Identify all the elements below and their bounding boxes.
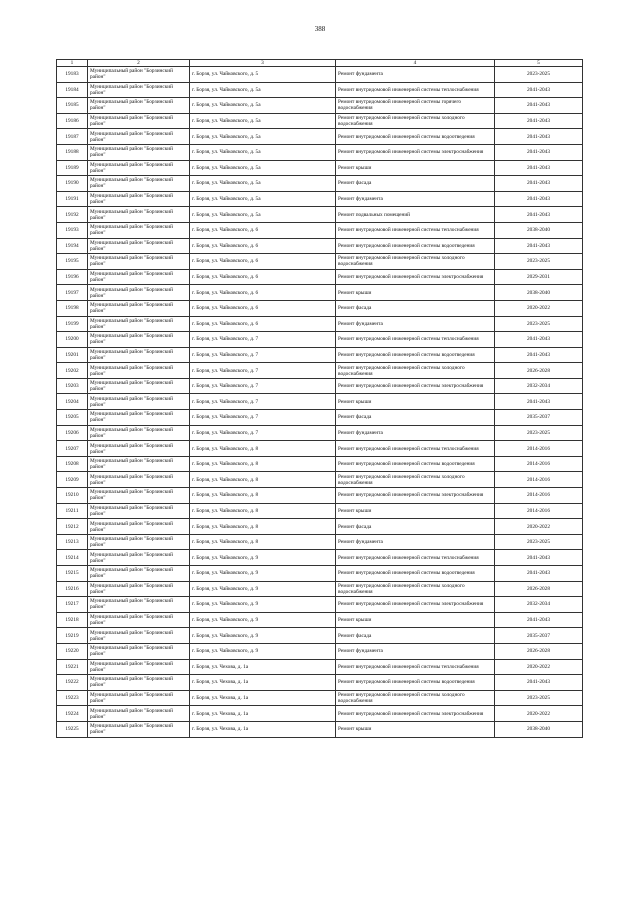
municipality-cell: Муниципальный район "Борзинский район"	[88, 690, 190, 706]
municipality-cell: Муниципальный район "Борзинский район"	[88, 488, 190, 504]
address-cell: г. Борзя, ул. Чайковского, д. 8	[190, 472, 336, 488]
period-cell: 2041-2043	[495, 675, 583, 691]
work-type-cell: Ремонт внутридомовой инженерной системы водоотведения	[336, 238, 495, 254]
period-cell: 2041-2043	[495, 113, 583, 129]
row-number: 19203	[57, 378, 88, 394]
row-number: 19215	[57, 566, 88, 582]
period-cell: 2023-2025	[495, 67, 583, 83]
address-cell: г. Борзя, ул. Чайковского, д. 6	[190, 222, 336, 238]
municipality-cell: Муниципальный район "Борзинский район"	[88, 456, 190, 472]
work-type-cell: Ремонт внутридомовой инженерной системы холодного водоснабжения	[336, 113, 495, 129]
row-number: 19221	[57, 659, 88, 675]
municipality-cell: Муниципальный район "Борзинский район"	[88, 597, 190, 613]
period-cell: 2020-2022	[495, 519, 583, 535]
period-cell: 2023-2025	[495, 425, 583, 441]
row-number: 19223	[57, 690, 88, 706]
address-cell: г. Борзя, ул. Чайковского, д. 8	[190, 488, 336, 504]
municipality-cell: Муниципальный район "Борзинский район"	[88, 659, 190, 675]
address-cell: г. Борзя, ул. Чайковского, д. 8	[190, 534, 336, 550]
row-number: 19205	[57, 410, 88, 426]
row-number: 19202	[57, 363, 88, 379]
period-cell: 2041-2043	[495, 98, 583, 114]
municipality-cell: Муниципальный район "Борзинский район"	[88, 191, 190, 207]
table-row	[57, 129, 583, 145]
work-type-cell: Ремонт фундамента	[336, 643, 495, 659]
municipality-cell: Муниципальный район "Борзинский район"	[88, 176, 190, 192]
row-number: 19225	[57, 721, 88, 737]
period-cell: 2041-2043	[495, 347, 583, 363]
period-cell: 2041-2043	[495, 238, 583, 254]
column-header: 4	[336, 60, 495, 67]
municipality-cell: Муниципальный район "Борзинский район"	[88, 144, 190, 160]
address-cell: г. Борзя, ул. Чайковского, д. 7	[190, 332, 336, 348]
period-cell: 2026-2028	[495, 581, 583, 597]
work-type-cell: Ремонт фундамента	[336, 425, 495, 441]
work-type-cell: Ремонт фасада	[336, 519, 495, 535]
period-cell: 2035-2037	[495, 628, 583, 644]
period-cell: 2041-2043	[495, 82, 583, 98]
row-number: 19193	[57, 222, 88, 238]
municipality-cell: Муниципальный район "Борзинский район"	[88, 363, 190, 379]
table-row	[57, 628, 583, 644]
row-number: 19212	[57, 519, 88, 535]
address-cell: г. Борзя, ул. Чайковского, д. 9	[190, 581, 336, 597]
municipality-cell: Муниципальный район "Борзинский район"	[88, 472, 190, 488]
work-type-cell: Ремонт внутридомовой инженерной системы теплоснабжения	[336, 441, 495, 457]
row-number: 19190	[57, 176, 88, 192]
address-cell: г. Борзя, ул. Чайковского, д. 6	[190, 285, 336, 301]
row-number: 19209	[57, 472, 88, 488]
table-row	[57, 347, 583, 363]
row-number: 19188	[57, 144, 88, 160]
period-cell: 2041-2043	[495, 566, 583, 582]
page-number: 388	[314, 25, 326, 33]
address-cell: г. Борзя, ул. Чайковского, д. 9	[190, 566, 336, 582]
table-row	[57, 566, 583, 582]
period-cell: 2041-2043	[495, 332, 583, 348]
municipality-cell: Муниципальный район "Борзинский район"	[88, 332, 190, 348]
municipality-cell: Муниципальный район "Борзинский район"	[88, 129, 190, 145]
municipality-cell: Муниципальный район "Борзинский район"	[88, 238, 190, 254]
work-type-cell: Ремонт подвальных помещений	[336, 207, 495, 223]
work-type-cell: Ремонт крыши	[336, 394, 495, 410]
row-number: 19184	[57, 82, 88, 98]
municipality-cell: Муниципальный район "Борзинский район"	[88, 643, 190, 659]
row-number: 19218	[57, 612, 88, 628]
table-row	[57, 472, 583, 488]
period-cell: 2014-2016	[495, 503, 583, 519]
work-type-cell: Ремонт внутридомовой инженерной системы электроснабжения	[336, 378, 495, 394]
municipality-cell: Муниципальный район "Борзинский район"	[88, 316, 190, 332]
period-cell: 2026-2028	[495, 363, 583, 379]
column-header: 3	[190, 60, 336, 67]
address-cell: г. Борзя, ул. Чайковского, д. 6	[190, 300, 336, 316]
table-row	[57, 534, 583, 550]
address-cell: г. Борзя, ул. Чайковского, д. 6	[190, 238, 336, 254]
table-row	[57, 238, 583, 254]
address-cell: г. Борзя, ул. Чехова, д. 1а	[190, 690, 336, 706]
work-type-cell: Ремонт крыши	[336, 721, 495, 737]
row-number: 19222	[57, 675, 88, 691]
municipality-cell: Муниципальный район "Борзинский район"	[88, 67, 190, 83]
address-cell: г. Борзя, ул. Чайковского, д. 8	[190, 441, 336, 457]
row-number: 19208	[57, 456, 88, 472]
row-number: 19224	[57, 706, 88, 722]
table-row	[57, 98, 583, 114]
table-row	[57, 207, 583, 223]
row-number: 19187	[57, 129, 88, 145]
table-header-row	[57, 60, 583, 67]
row-number: 19210	[57, 488, 88, 504]
municipality-cell: Муниципальный район "Борзинский район"	[88, 98, 190, 114]
municipality-cell: Муниципальный район "Борзинский район"	[88, 675, 190, 691]
row-number: 19216	[57, 581, 88, 597]
work-type-cell: Ремонт внутридомовой инженерной системы электроснабжения	[336, 269, 495, 285]
row-number: 19214	[57, 550, 88, 566]
table-row	[57, 675, 583, 691]
municipality-cell: Муниципальный район "Борзинский район"	[88, 254, 190, 270]
period-cell: 2041-2043	[495, 191, 583, 207]
table-row	[57, 597, 583, 613]
work-type-cell: Ремонт внутридомовой инженерной системы водоотведения	[336, 347, 495, 363]
municipality-cell: Муниципальный район "Борзинский район"	[88, 550, 190, 566]
work-type-cell: Ремонт фасада	[336, 300, 495, 316]
address-cell: г. Борзя, ул. Чайковского, д. 7	[190, 363, 336, 379]
column-header: 1	[57, 60, 88, 67]
address-cell: г. Борзя, ул. Чайковского, д. 5а	[190, 129, 336, 145]
row-number: 19198	[57, 300, 88, 316]
municipality-cell: Муниципальный район "Борзинский район"	[88, 222, 190, 238]
work-type-cell: Ремонт внутридомовой инженерной системы электроснабжения	[336, 597, 495, 613]
table-row	[57, 721, 583, 737]
work-type-cell: Ремонт внутридомовой инженерной системы холодного водоснабжения	[336, 254, 495, 270]
address-cell: г. Борзя, ул. Чайковского, д. 5а	[190, 98, 336, 114]
work-type-cell: Ремонт внутридомовой инженерной системы водоотведения	[336, 566, 495, 582]
period-cell: 2041-2043	[495, 612, 583, 628]
table-row	[57, 82, 583, 98]
municipality-cell: Муниципальный район "Борзинский район"	[88, 425, 190, 441]
work-type-cell: Ремонт фундамента	[336, 534, 495, 550]
address-cell: г. Борзя, ул. Чайковского, д. 7	[190, 425, 336, 441]
address-cell: г. Борзя, ул. Чайковского, д. 8	[190, 503, 336, 519]
period-cell: 2020-2022	[495, 706, 583, 722]
period-cell: 2041-2043	[495, 394, 583, 410]
table-row	[57, 363, 583, 379]
work-type-cell: Ремонт внутридомовой инженерной системы теплоснабжения	[336, 222, 495, 238]
table-row	[57, 144, 583, 160]
address-cell: г. Борзя, ул. Чехова, д. 1а	[190, 721, 336, 737]
municipality-cell: Муниципальный район "Борзинский район"	[88, 394, 190, 410]
address-cell: г. Борзя, ул. Чайковского, д. 5а	[190, 113, 336, 129]
municipality-cell: Муниципальный район "Борзинский район"	[88, 378, 190, 394]
municipality-cell: Муниципальный район "Борзинский район"	[88, 441, 190, 457]
work-type-cell: Ремонт крыши	[336, 285, 495, 301]
period-cell: 2023-2025	[495, 254, 583, 270]
row-number: 19199	[57, 316, 88, 332]
address-cell: г. Борзя, ул. Чайковского, д. 6	[190, 254, 336, 270]
row-number: 19185	[57, 98, 88, 114]
municipality-cell: Муниципальный район "Борзинский район"	[88, 113, 190, 129]
period-cell: 2023-2025	[495, 534, 583, 550]
row-number: 19200	[57, 332, 88, 348]
address-cell: г. Борзя, ул. Чайковского, д. 5а	[190, 82, 336, 98]
period-cell: 2029-2031	[495, 269, 583, 285]
work-type-cell: Ремонт внутридомовой инженерной системы теплоснабжения	[336, 550, 495, 566]
table-row	[57, 191, 583, 207]
row-number: 19220	[57, 643, 88, 659]
period-cell: 2014-2016	[495, 488, 583, 504]
table-row	[57, 332, 583, 348]
period-cell: 2032-2034	[495, 597, 583, 613]
table-row	[57, 254, 583, 270]
table-row	[57, 378, 583, 394]
row-number: 19186	[57, 113, 88, 129]
work-type-cell: Ремонт крыши	[336, 503, 495, 519]
address-cell: г. Борзя, ул. Чайковского, д. 7	[190, 347, 336, 363]
address-cell: г. Борзя, ул. Чайковского, д. 6	[190, 316, 336, 332]
row-number: 19219	[57, 628, 88, 644]
work-schedule-table	[56, 59, 583, 738]
period-cell: 2014-2016	[495, 472, 583, 488]
municipality-cell: Муниципальный район "Борзинский район"	[88, 534, 190, 550]
address-cell: г. Борзя, ул. Чайковского, д. 5а	[190, 144, 336, 160]
period-cell: 2038-2040	[495, 222, 583, 238]
row-number: 19195	[57, 254, 88, 270]
column-header: 5	[495, 60, 583, 67]
table-row	[57, 316, 583, 332]
period-cell: 2041-2043	[495, 176, 583, 192]
work-type-cell: Ремонт внутридомовой инженерной системы горячего водоснабжения	[336, 98, 495, 114]
table-row	[57, 706, 583, 722]
table-row	[57, 394, 583, 410]
row-number: 19191	[57, 191, 88, 207]
address-cell: г. Борзя, ул. Чехова, д. 1а	[190, 659, 336, 675]
work-type-cell: Ремонт внутридомовой инженерной системы электроснабжения	[336, 706, 495, 722]
work-type-cell: Ремонт внутридомовой инженерной системы водоотведения	[336, 456, 495, 472]
address-cell: г. Борзя, ул. Чайковского, д. 5а	[190, 160, 336, 176]
work-type-cell: Ремонт фундамента	[336, 316, 495, 332]
row-number: 19192	[57, 207, 88, 223]
period-cell: 2014-2016	[495, 456, 583, 472]
table-row	[57, 612, 583, 628]
work-type-cell: Ремонт внутридомовой инженерной системы электроснабжения	[336, 488, 495, 504]
table-row	[57, 488, 583, 504]
period-cell: 2041-2043	[495, 207, 583, 223]
work-type-cell: Ремонт фундамента	[336, 191, 495, 207]
table-row	[57, 690, 583, 706]
municipality-cell: Муниципальный район "Борзинский район"	[88, 566, 190, 582]
work-type-cell: Ремонт фасада	[336, 628, 495, 644]
table-row	[57, 410, 583, 426]
address-cell: г. Борзя, ул. Чайковского, д. 8	[190, 519, 336, 535]
period-cell: 2041-2043	[495, 550, 583, 566]
municipality-cell: Муниципальный район "Борзинский район"	[88, 269, 190, 285]
period-cell: 2038-2040	[495, 721, 583, 737]
period-cell: 2041-2043	[495, 129, 583, 145]
municipality-cell: Муниципальный район "Борзинский район"	[88, 721, 190, 737]
work-type-cell: Ремонт крыши	[336, 612, 495, 628]
table-row	[57, 300, 583, 316]
address-cell: г. Борзя, ул. Чайковского, д. 9	[190, 643, 336, 659]
table-row	[57, 285, 583, 301]
municipality-cell: Муниципальный район "Борзинский район"	[88, 706, 190, 722]
table-row	[57, 160, 583, 176]
row-number: 19189	[57, 160, 88, 176]
table-row	[57, 456, 583, 472]
work-type-cell: Ремонт внутридомовой инженерной системы теплоснабжения	[336, 332, 495, 348]
table-row	[57, 176, 583, 192]
period-cell: 2014-2016	[495, 441, 583, 457]
address-cell: г. Борзя, ул. Чайковского, д. 5	[190, 67, 336, 83]
address-cell: г. Борзя, ул. Чайковского, д. 5а	[190, 191, 336, 207]
table-row	[57, 581, 583, 597]
table-row	[57, 425, 583, 441]
work-type-cell: Ремонт фасада	[336, 176, 495, 192]
table-row	[57, 550, 583, 566]
address-cell: г. Борзя, ул. Чайковского, д. 7	[190, 410, 336, 426]
work-type-cell: Ремонт крыши	[336, 160, 495, 176]
municipality-cell: Муниципальный район "Борзинский район"	[88, 410, 190, 426]
address-cell: г. Борзя, ул. Чайковского, д. 5а	[190, 207, 336, 223]
municipality-cell: Муниципальный район "Борзинский район"	[88, 347, 190, 363]
work-type-cell: Ремонт внутридомовой инженерной системы холодного водоснабжения	[336, 472, 495, 488]
row-number: 19201	[57, 347, 88, 363]
address-cell: г. Борзя, ул. Чайковского, д. 9	[190, 628, 336, 644]
municipality-cell: Муниципальный район "Борзинский район"	[88, 519, 190, 535]
municipality-cell: Муниципальный район "Борзинский район"	[88, 612, 190, 628]
period-cell: 2041-2043	[495, 144, 583, 160]
row-number: 19183	[57, 67, 88, 83]
table-row	[57, 643, 583, 659]
table-row	[57, 659, 583, 675]
table-row	[57, 269, 583, 285]
municipality-cell: Муниципальный район "Борзинский район"	[88, 82, 190, 98]
municipality-cell: Муниципальный район "Борзинский район"	[88, 300, 190, 316]
period-cell: 2032-2034	[495, 378, 583, 394]
period-cell: 2023-2025	[495, 316, 583, 332]
work-type-cell: Ремонт внутридомовой инженерной системы холодного водоснабжения	[336, 690, 495, 706]
municipality-cell: Муниципальный район "Борзинский район"	[88, 581, 190, 597]
row-number: 19217	[57, 597, 88, 613]
column-header: 2	[88, 60, 190, 67]
municipality-cell: Муниципальный район "Борзинский район"	[88, 285, 190, 301]
work-type-cell: Ремонт внутридомовой инженерной системы электроснабжения	[336, 144, 495, 160]
work-type-cell: Ремонт внутридомовой инженерной системы водоотведения	[336, 675, 495, 691]
row-number: 19206	[57, 425, 88, 441]
work-type-cell: Ремонт внутридомовой инженерной системы теплоснабжения	[336, 659, 495, 675]
address-cell: г. Борзя, ул. Чайковского, д. 9	[190, 612, 336, 628]
address-cell: г. Борзя, ул. Чайковского, д. 5а	[190, 176, 336, 192]
municipality-cell: Муниципальный район "Борзинский район"	[88, 160, 190, 176]
table-row	[57, 222, 583, 238]
row-number: 19197	[57, 285, 88, 301]
period-cell: 2041-2043	[495, 160, 583, 176]
table-row	[57, 441, 583, 457]
municipality-cell: Муниципальный район "Борзинский район"	[88, 628, 190, 644]
municipality-cell: Муниципальный район "Борзинский район"	[88, 503, 190, 519]
address-cell: г. Борзя, ул. Чайковского, д. 7	[190, 394, 336, 410]
period-cell: 2020-2022	[495, 300, 583, 316]
work-type-cell: Ремонт внутридомовой инженерной системы холодного водоснабжения	[336, 363, 495, 379]
table-row	[57, 519, 583, 535]
row-number: 19196	[57, 269, 88, 285]
row-number: 19194	[57, 238, 88, 254]
work-type-cell: Ремонт фундамента	[336, 67, 495, 83]
row-number: 19213	[57, 534, 88, 550]
municipality-cell: Муниципальный район "Борзинский район"	[88, 207, 190, 223]
address-cell: г. Борзя, ул. Чайковского, д. 8	[190, 456, 336, 472]
address-cell: г. Борзя, ул. Чехова, д. 1а	[190, 675, 336, 691]
period-cell: 2035-2037	[495, 410, 583, 426]
period-cell: 2023-2025	[495, 690, 583, 706]
table-row	[57, 67, 583, 83]
address-cell: г. Борзя, ул. Чайковского, д. 9	[190, 597, 336, 613]
table-row	[57, 503, 583, 519]
work-type-cell: Ремонт фасада	[336, 410, 495, 426]
address-cell: г. Борзя, ул. Чайковского, д. 6	[190, 269, 336, 285]
work-type-cell: Ремонт внутридомовой инженерной системы теплоснабжения	[336, 82, 495, 98]
work-type-cell: Ремонт внутридомовой инженерной системы холодного водоснабжения	[336, 581, 495, 597]
work-type-cell: Ремонт внутридомовой инженерной системы водоотведения	[336, 129, 495, 145]
address-cell: г. Борзя, ул. Чехова, д. 1а	[190, 706, 336, 722]
period-cell: 2020-2022	[495, 659, 583, 675]
table-row	[57, 113, 583, 129]
period-cell: 2038-2040	[495, 285, 583, 301]
row-number: 19211	[57, 503, 88, 519]
row-number: 19207	[57, 441, 88, 457]
row-number: 19204	[57, 394, 88, 410]
address-cell: г. Борзя, ул. Чайковского, д. 9	[190, 550, 336, 566]
period-cell: 2026-2028	[495, 643, 583, 659]
address-cell: г. Борзя, ул. Чайковского, д. 7	[190, 378, 336, 394]
